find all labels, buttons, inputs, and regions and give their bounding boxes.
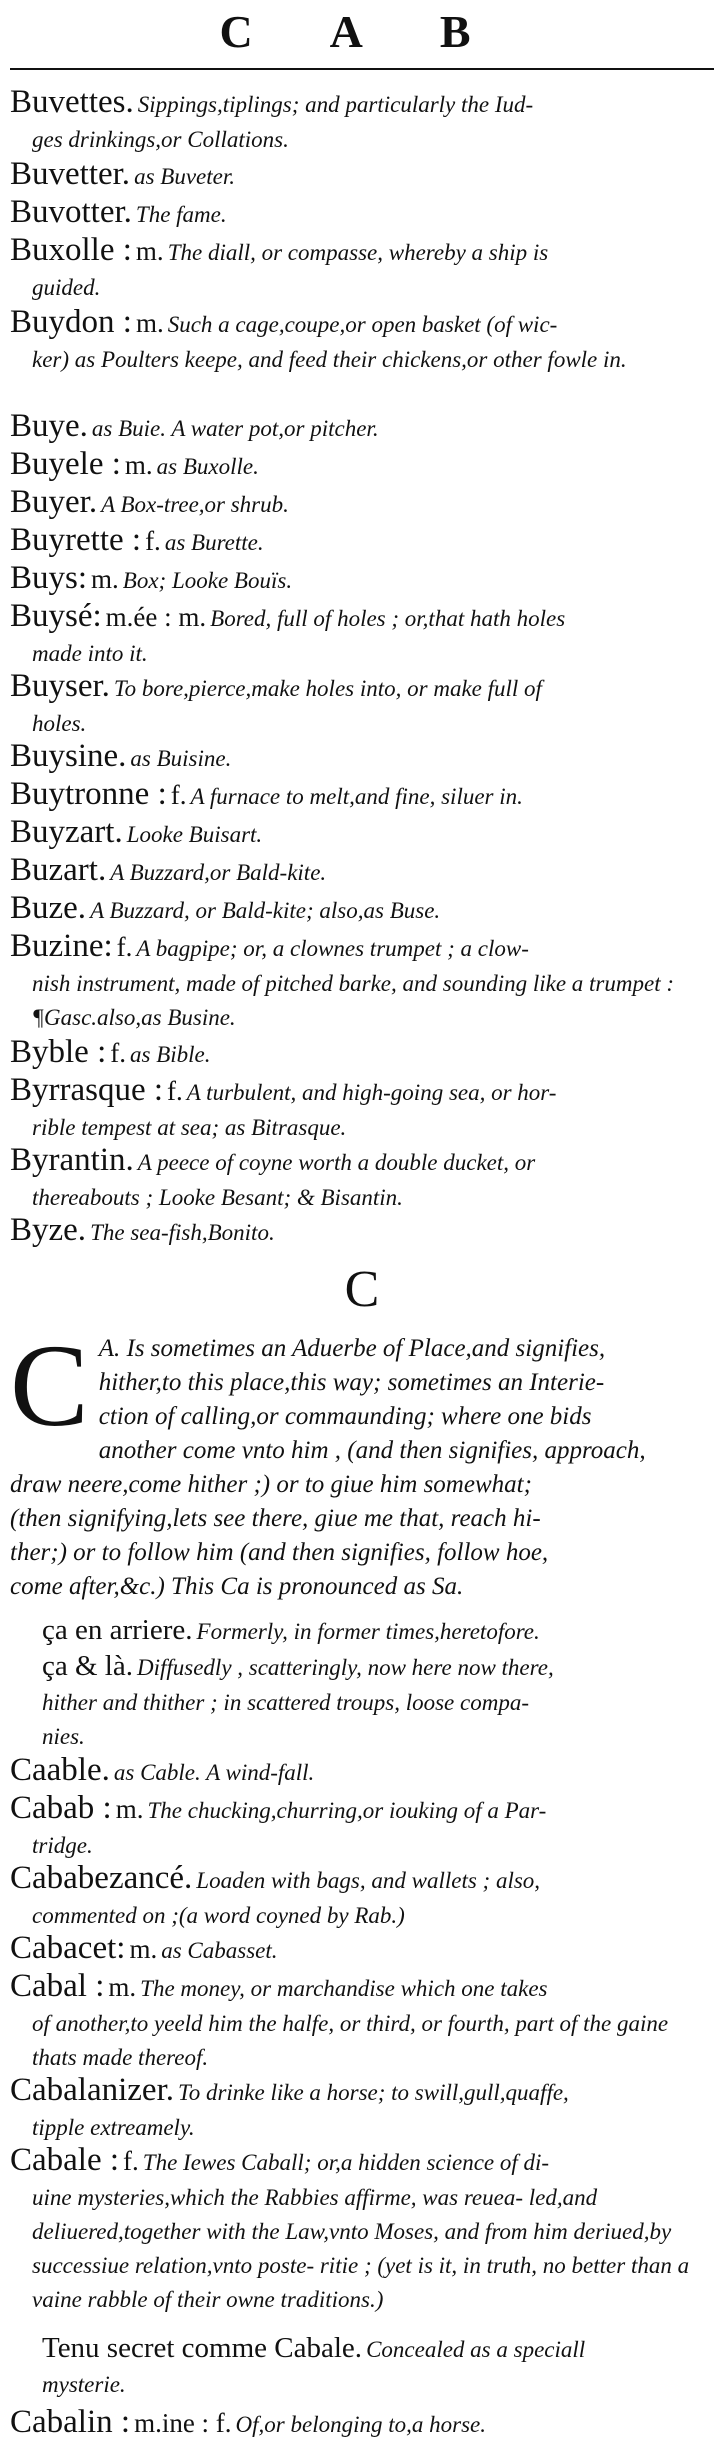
gender-label: m. [115,1794,144,1824]
headword: Cabalanizer. [10,2072,175,2108]
headword: Cababezancé. [10,1860,193,1896]
headword: Byze. [10,1212,87,1248]
definition-continued: uine mysteries,which the Rabbies affirme, was reuea- led,and deliuered,together with the Law,vnto Moses, and from him deriued,by successiue relation,vnto poste- ritie ; (yet is it, in truth, no better than a vaine rabble of their owne traditions.) [32,2185,690,2312]
entry-buze [10,890,710,929]
definition-continued: made into it. [32,641,148,666]
headword: Buzine: [10,928,113,964]
headword: Buvetter. [10,156,131,192]
entry-buzart [10,852,710,891]
entry-byze [10,1212,710,1251]
headword: Buysé: [10,598,102,634]
gender-label: m.ée : m. [105,602,207,632]
definition: The money, or marchandise which one takes [140,1976,548,2001]
definition-continued: commented on ;(a word coyned by Rab.) [32,1903,405,1928]
headword: Caable. [10,1752,110,1788]
headword: ça & là. [42,1650,133,1682]
definition-continued: of another,to yeeld him the halfe, or third, or fourth, part of the gaine thats made thereof. [32,2011,669,2070]
definition: To bore,pierce,make holes into, or make full of [113,676,542,701]
headword: Buytronne : [10,776,167,812]
gender-label: m. [129,1934,158,1964]
entry-byble [10,1034,710,1073]
gender-label: m. [135,236,164,266]
definition-continued: nies. [42,1724,85,1749]
entry-cabalin [10,2404,710,2443]
definition: Diffusedly , scatteringly, now here now there, [136,1655,554,1680]
definition-continued: tipple extreamely. [32,2115,195,2140]
headword: Buyzart. [10,814,123,850]
gender-label: f. [170,780,187,810]
gender-label: m. [135,308,164,338]
definition: A Box-tree,or shrub. [101,492,289,517]
definition: as Buveter. [134,164,235,189]
definition-continued: holes. [32,711,87,736]
definition: A peece of coyne worth a double ducket, or [137,1150,536,1175]
definition-continued: tridge. [32,1833,93,1858]
headword: Buys: [10,560,88,596]
definition: Of,or belonging to,a horse. [235,2412,486,2437]
subentry-tenu-secret [42,2330,712,2402]
gender-label: m. [124,450,153,480]
headword: Buyrette : [10,522,142,558]
definition-continued: rible tempest at sea; as Bitrasque. [32,1115,347,1140]
definition: as Cable. A wind-fall. [113,1760,315,1785]
headword: Buxolle : [10,232,132,268]
headword: Cabab : [10,1790,112,1826]
intro-line: ction of calling,or commaunding; where one bids [98,1403,592,1430]
intro-line: another come vnto him , (and then signifies, approach, [98,1437,646,1464]
definition: The diall, or compasse, whereby a ship is [167,240,549,265]
definition: A bagpipe; or, a clownes trumpet ; a clow- [136,936,529,961]
definition: A turbulent, and high-going sea, or hor- [186,1080,557,1105]
entry-cababezance [10,1860,710,1933]
headword: Buvettes. [10,84,134,120]
gender-label: m.ine : f. [134,2408,232,2438]
entry-buvetter [10,156,710,195]
definition: as Buie. A water pot,or pitcher. [91,416,379,441]
intro-line: hither,to this place,this way; sometimes an Interie- [98,1369,605,1396]
headword: Byrantin. [10,1142,134,1178]
entry-buydon [10,304,710,377]
gender-label: f. [123,2146,139,2176]
intro-line: ther;) or to follow him (and then signifies, follow hoe, [10,1539,549,1566]
headword: Cabal : [10,1968,105,2004]
headword: Byble : [10,1034,107,1070]
definition: Box; Looke Bouïs. [122,568,293,593]
definition: Such a cage,coupe,or open basket (of wic- [167,312,558,337]
entry-cabacet [10,1930,710,1969]
headword: Buydon : [10,304,132,340]
gender-label: f. [167,1076,183,1106]
entry-cabal [10,1968,710,2075]
drop-cap: C [10,1320,89,1451]
definition: as Buisine. [130,746,232,771]
headword: Buze. [10,890,87,926]
definition-continued: thereabouts ; Looke Besant; & Bisantin. [32,1185,403,1210]
intro-line: come after,&c.) This Ca is pronounced as Sa. [10,1573,464,1600]
entry-buyse [10,598,710,671]
entry-cabale [10,2142,710,2317]
definition: A Buzzard, or Bald-kite; also,as Buse. [90,898,441,923]
entry-caable [10,1752,710,1791]
definition: as Burette. [164,530,264,555]
definition: The Iewes Caball; or,a hidden science of di- [142,2150,550,2175]
headword: Cabale : [10,2142,120,2178]
entry-buyer [10,484,710,523]
section-letter: C [344,1261,380,1318]
definition: Looke Buisart. [126,822,263,847]
entry-buvettes [10,84,710,157]
definition: The fame. [135,202,227,227]
definition-continued: ges drinkings,or Collations. [32,127,289,152]
definition: as Cabasset. [161,1938,278,1963]
entry-buys [10,560,710,599]
entry-buyele [10,446,710,485]
headword: Cabacet: [10,1930,126,1966]
headword: Buyele : [10,446,121,482]
definition: The chucking,churring,or iouking of a Par- [147,1798,547,1823]
headword: Buysine. [10,738,127,774]
definition: Sippings,tiplings; and particularly the Iud- [137,92,534,117]
gender-label: m. [108,1972,137,2002]
intro-line: draw neere,come hither ;) or to giue him somewhat; [10,1471,532,1498]
gender-label: f. [145,526,161,556]
headword: Buzart. [10,852,107,888]
definition: Concealed as a speciall [366,2337,586,2362]
entry-byrrasque [10,1072,710,1145]
definition: Loaden with bags, and wallets ; also, [196,1868,541,1893]
subentry-ca-en-arriere [42,1612,712,1650]
entry-buxolle [10,232,710,305]
definition-continued: ker) as Poulters keepe, and feed their chickens,or other fowle in. [32,347,627,372]
definition-continued: hither and thither ; in scattered troups, loose compa- [42,1690,529,1715]
headword: ça en arriere. [42,1614,193,1646]
entry-byrantin [10,1142,710,1215]
definition-continued: nish instrument, made of pitched barke, and sounding like a trumpet : ¶Gasc.also,as Busine. [32,971,675,1030]
definition: as Buxolle. [156,454,259,479]
definition: as Bible. [130,1042,211,1067]
headword: Byrrasque : [10,1072,164,1108]
headword: Buye. [10,408,88,444]
headword: Tenu secret comme Cabale. [42,2332,363,2364]
intro-line: A. Is sometimes an Aduerbe of Place,and signifies, [98,1335,606,1362]
gender-label: f. [116,932,133,962]
entry-buyser [10,668,710,741]
gender-label: f. [110,1038,126,1068]
entry-buyrette [10,522,710,561]
entry-cabab [10,1790,710,1863]
intro-line: (then signifying,lets see there, giue me that, reach hi- [10,1505,541,1532]
entry-buytronne [10,776,710,815]
definition: Formerly, in former times,heretofore. [196,1619,540,1644]
definition: A Buzzard,or Bald-kite. [110,860,327,885]
definition: A furnace to melt,and fine, siluer in. [190,784,523,809]
definition: The sea-fish,Bonito. [90,1220,275,1245]
entry-cabalanizer [10,2072,710,2145]
definition: To drinke like a horse; to swill,gull,quaffe, [178,2080,569,2105]
headword: Buyser. [10,668,110,704]
gender-label: m. [91,564,119,594]
entry-buye [10,408,710,447]
definition: Bored, full of holes ; or,that hath holes [210,606,566,631]
definition-continued: guided. [32,275,101,300]
entry-buyzart [10,814,710,853]
intro-paragraph [10,1320,710,1604]
header-rule [10,68,714,70]
running-head: C A B [219,6,505,57]
subentry-ca-et-la [42,1648,712,1754]
headword: Buvotter. [10,194,132,230]
headword: Cabalin : [10,2404,131,2440]
entry-buzine [10,928,710,1035]
definition-continued: mysterie. [42,2372,126,2397]
headword: Buyer. [10,484,98,520]
entry-buysine [10,738,710,777]
entry-buvotter [10,194,710,233]
